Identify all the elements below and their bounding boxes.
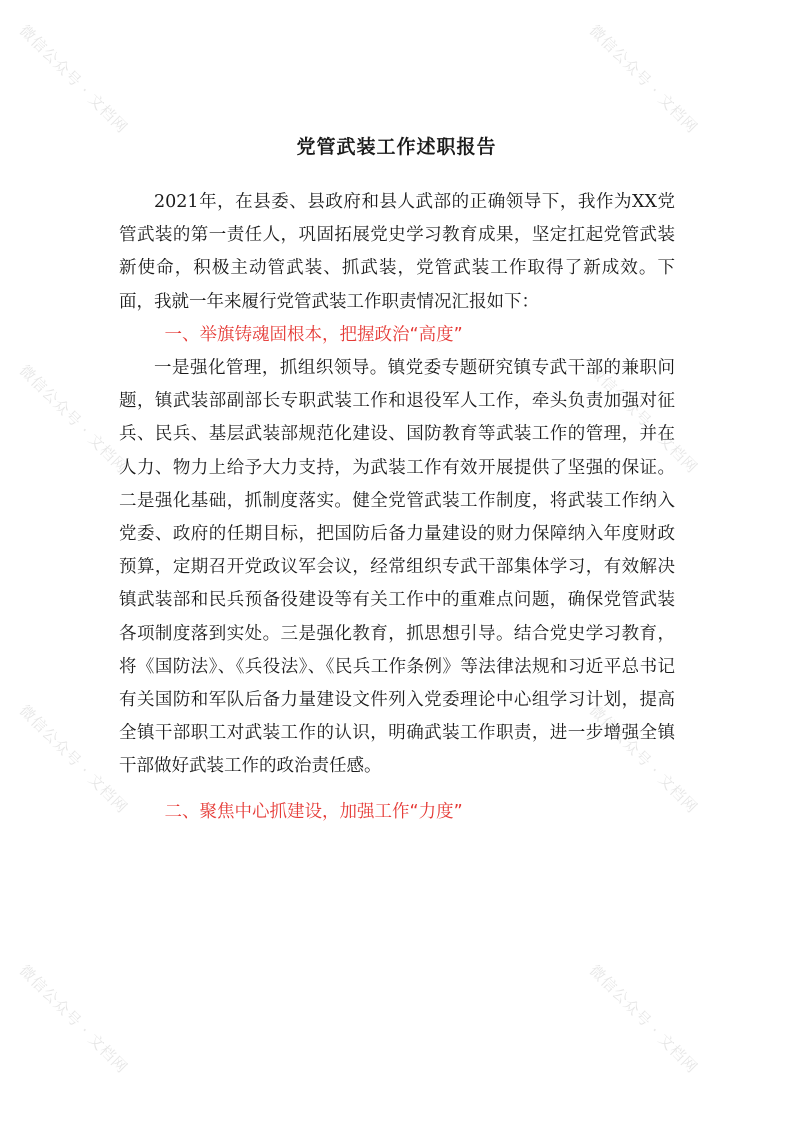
document-title: 党管武装工作述职报告: [296, 136, 497, 158]
watermark-text: 微信公众号 · 文档网: [585, 361, 702, 477]
watermark-text: 微信公众号 · 文档网: [15, 21, 132, 137]
watermark-text: 微信公众号 · 文档网: [585, 21, 702, 137]
paragraph-intro: 2021年，在县委、县政府和县人武部的正确领导下，我作为XX党管武装的第一责任人，巩固拓展党史学习教育成果，坚定扛起党管武装新使命，积极主动管武装、抓武装，党管武装工作取得了新成效。下面，我就一年来履行党管武装工作职责情况汇报如下：: [119, 192, 675, 312]
watermark-text: 微信公众号 · 文档网: [15, 701, 132, 817]
watermark-text: 微信公众号 · 文档网: [585, 701, 702, 817]
document-body: [119, 186, 675, 829]
spacer: [119, 784, 675, 796]
paragraph-section-1: 一是强化管理，抓组织领导。镇党委专题研究镇专武干部的兼职问题，镇武装部副部长专职武装工作和退役军人工作，牵头负责加强对征兵、民兵、基层武装部规范化建设、国防教育等武装工作的管理，并在人力、物力上给予大力支持，为武装工作有效开展提供了坚强的保证。二是强化基础，抓制度落实。健全党管武装工作制度，将武装工作纳入党委、政府的任期目标，把国防后备力量建设的财力保障纳入年度财政预算，定期召开党政议军会议，经常组织专武干部集体学习，有效解决镇武装部和民兵预备役建设等有关工作中的重难点问题，确保党管武装各项制度落到实处。三是强化教育，抓思想引导。结合党史学习教育，将《国防法》、《兵役法》、《民兵工作条例》等法律法规和习近平总书记有关国防和军队后备力量建设文件列入党委理论中心组学习计划，提高全镇干部职工对武装工作的认识，明确武装工作职责，进一步增强全镇干部做好武装工作的政治责任感。: [119, 358, 675, 777]
section-heading-2: 二、聚焦中心抓建设，加强工作“力度”: [164, 801, 463, 822]
watermark-text: 微信公众号 · 文档网: [585, 961, 702, 1077]
watermark-text: 微信公众号 · 文档网: [15, 361, 132, 477]
watermark-text: 微信公众号 · 文档网: [15, 961, 132, 1077]
section-heading-1: 一、举旗铸魂固根本，把握政治“高度”: [164, 324, 463, 345]
